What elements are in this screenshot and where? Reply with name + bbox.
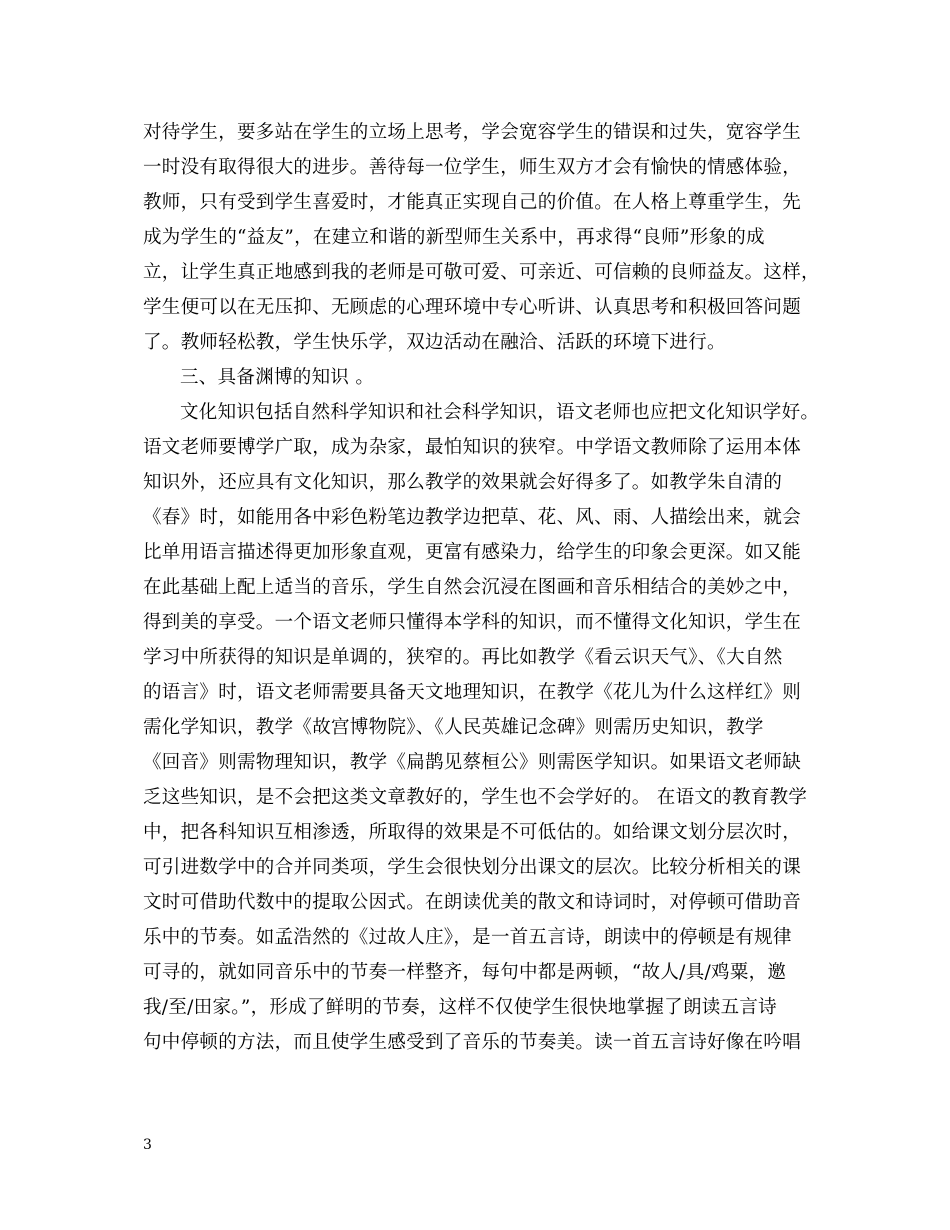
text-line: 教师，只有受到学生喜爱时，才能真正实现自己的价值。在人格上尊重学生，先 [143,192,802,213]
text-line: 可寻的，就如同音乐中的节奏一样整齐，每句中都是两顿，“故人/具/鸡粟，邀 [143,962,787,983]
text-line: 《春》时，如能用各中彩色粉笔边教学边把草、花、风、雨、人描绘出来，就会 [143,507,802,528]
text-line: 对待学生，要多站在学生的立场上思考，学会宽容学生的错误和过失，宽容学生 [143,122,802,143]
text-line: 成为学生的“益友”，在建立和谐的新型师生关系中，再求得“良师”形象的成 [143,227,765,248]
text-line: 乏这些知识，是不会把这类文章教好的，学生也不会学好的。 在语文的教育教学 [143,787,808,808]
text-line: 需化学知识，教学《故宫博物院》、《人民英雄记念碑》则需历史知识，教学 [143,717,764,738]
text-line: 立，让学生真正地感到我的老师是可敬可爱、可亲近、可信赖的良师益友。这样， [143,262,820,283]
text-line: 一时没有取得很大的进步。善待每一位学生，师生双方才会有愉快的情感体验， [143,157,802,178]
page-number: 3 [143,1137,152,1153]
text-line: 文时可借助代数中的提取公因式。在朗读优美的散文和诗词时，对停顿可借助音 [143,892,802,913]
text-line: 文化知识包括自然科学知识和社会科学知识，语文老师也应把文化知识学好。 [180,402,820,423]
text-line: 了。教师轻松教，学生快乐学，双边活动在融洽、活跃的环境下进行。 [143,332,726,353]
text-line: 我/至/田家。”，形成了鲜明的节奏，这样不仅使学生很快地掌握了朗读五言诗 [143,997,777,1018]
text-line: 中，把各科知识互相渗透，所取得的效果是不可低估的。如给课文划分层次时， [143,822,802,843]
text-line: 句中停顿的方法，而且使学生感受到了音乐的节奏美。读一首五言诗好像在吟唱 [143,1032,802,1053]
text-line: 得到美的享受。一个语文老师只懂得本学科的知识，而不懂得文化知识，学生在 [143,612,802,633]
text-line: 学习中所获得的知识是单调的，狭窄的。再比如教学《看云识天气》、《大自然 [143,647,783,668]
text-line: 乐中的节奏。如孟浩然的《过故人庄》，是一首五言诗，朗读中的停顿是有规律 [143,927,792,948]
text-line: 可引进数学中的合并同类项，学生会很快划分出课文的层次。比较分析相关的课 [143,857,802,878]
text-line: 学生便可以在无压抑、无顾虑的心理环境中专心听讲、认真思考和积极回答问题 [143,297,802,318]
section-heading: 三、具备渊博的知识 。 [180,367,375,388]
text-line: 比单用语言描述得更加形象直观，更富有感染力，给学生的印象会更深。如又能 [143,542,802,563]
text-line: 语文老师要博学广取，成为杂家，最怕知识的狭窄。中学语文教师除了运用本体 [143,437,802,458]
text-line: 《回音》则需物理知识，教学《扁鹊见蔡桓公》则需医学知识。如果语文老师缺 [143,752,802,773]
text-line: 的语言》时，语文老师需要具备天文地理知识，在教学《花儿为什么这样红》则 [143,682,802,703]
text-line: 在此基础上配上适当的音乐，学生自然会沉浸在图画和音乐相结合的美妙之中， [143,577,802,598]
text-line: 知识外，还应具有文化知识，那么教学的效果就会好得多了。如教学朱自清的 [143,472,783,493]
